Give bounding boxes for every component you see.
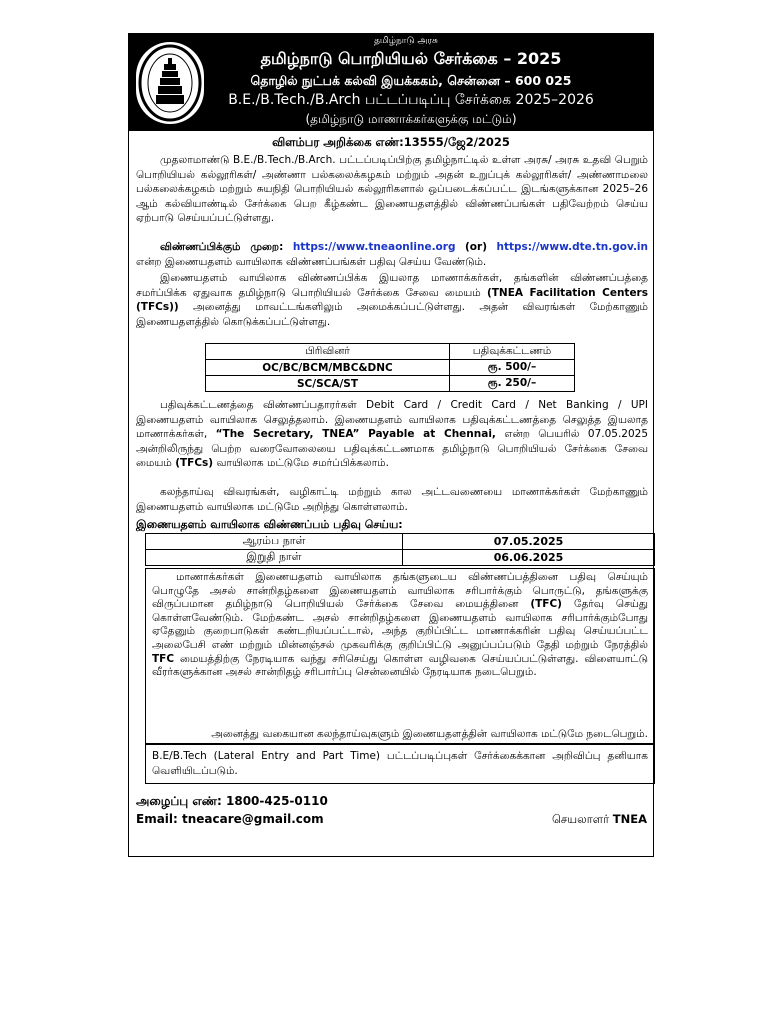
online-registration-title: இணையதளம் வாயிலாக விண்ணப்பம் பதிவு செய்ய:: [136, 518, 403, 531]
dte-link[interactable]: https://www.dte.tn.gov.in: [496, 241, 649, 253]
table-row: [206, 376, 575, 392]
payment-text-mid: என்ற பெயரில் 07.05.2025 அன்றிலிருந்து பெற்ற வரைவோலையை பதிவுக்கட்டணமாக தமிழ்நாடு பொறியியல் சேர்க்கை சேவை மையம்: [136, 428, 649, 469]
verification-text-pre: மாணாக்கர்கள் இணையதளம் வாயிலாக தங்களுடைய விண்ணப்பத்தினை பதிவு செய்யும் பொழுதே அசல் சான்றிதழ்களை இணையதளம் வாயிலாக சரிபார்க்கும் பொருட்டு, தங்களுக்கு விருப்பமான தமிழ்நாடு பொறியியல் சேர்க்கை சேவை மையத்தினை: [152, 571, 648, 611]
lateral-entry-text: B.E/B.Tech (Lateral Entry and Part Time) பட்டப்படிப்புகள் சேர்க்கைக்கான அறிவிப்பு தனியாக வெளியிடப்படும்.: [152, 750, 648, 777]
verification-box: [145, 568, 655, 744]
apply-method-label: விண்ணப்பிக்கும் முறை:: [160, 241, 284, 253]
payment-text-post: வாயிலாக மட்டுமே சமர்ப்பிக்கலாம்.: [216, 457, 389, 469]
fee-category-cell: SC/SCA/ST: [206, 376, 450, 392]
table-row: [206, 360, 575, 376]
signature-role: செயலாளர்: [551, 812, 610, 826]
lateral-entry-box: [145, 744, 655, 784]
fee-amount-cell: ரூ. 500/–: [450, 360, 575, 376]
verification-text-post: மையத்திற்கு நேரடியாக வந்து சரிசெய்து கொள்ள வழிவகை செய்யப்பட்டுள்ளது. விளையாட்டு வீரர்களுக்கான அசல் சான்றிதழ் சரிபார்ப்பு சென்னையில் நேரடியாக நடைபெறும்.: [152, 652, 648, 679]
verification-tfc: (TFC): [530, 598, 562, 611]
tfc-text-post: அனைத்து மாவட்டங்களிலும் அமைக்கப்பட்டுள்ளது. அதன் விவரங்கள் மேற்காணும் இணையதளத்தில் கொடுக்கப்பட்டுள்ளது.: [136, 301, 649, 328]
fee-table-header: [206, 344, 575, 360]
apply-method-line2: இணையதளம் வாயிலாக விண்ணப்பங்கள் பதிவு செய்ய வேண்டும்.: [164, 255, 487, 268]
start-date-label: ஆரம்ப நாள்: [146, 534, 403, 550]
end-date-label: இறுதி நாள்: [146, 550, 403, 566]
tfc-text-pre: இணையதளம் வாயிலாக விண்ணப்பிக்க இயலாத மாணாக்கர்கள், தங்களின் விண்ணப்பத்தை சமர்ப்பிக்க ஏதுவாக தமிழ்நாடு பொறியியல் சேர்க்கை சேவை மையம்: [136, 272, 648, 299]
page-title: தமிழ்நாடு பொறியியல் சேர்க்கை – 2025: [260, 49, 562, 68]
fee-header-category: பிரிவினர்: [206, 344, 450, 360]
fee-amount-cell: ரூ. 250/–: [450, 376, 575, 392]
start-date-value: 07.05.2025: [403, 534, 655, 550]
signature-block: [552, 812, 647, 828]
verification-paragraph: [152, 571, 648, 680]
payment-tfcs: (TFCs): [175, 457, 214, 469]
tfc-paragraph: [136, 271, 648, 329]
tneaonline-link[interactable]: https://www.tneaonline.org: [292, 241, 456, 253]
verification-tfc2: TFC: [152, 652, 175, 665]
contact-email: Email: tneacare@gmail.com: [136, 812, 324, 826]
fee-table: [205, 343, 575, 392]
signature-org: TNEA: [612, 812, 647, 826]
course-label: B.E./B.Tech./B.Arch பட்டப்படிப்பு சேர்க்கை 2025–2026: [228, 92, 594, 108]
intro-paragraph: [136, 153, 648, 226]
fee-category-cell: OC/BC/BCM/MBC&DNC: [206, 360, 450, 376]
or-label: (or): [465, 241, 487, 253]
payment-paragraph: [136, 398, 648, 471]
payment-payee: “The Secretary, TNEA” Payable at Chennai,: [215, 428, 496, 440]
counselling-text: கலந்தாய்வு விவரங்கள், வழிகாட்டி மற்றும் கால அட்டவணையை மாணாக்கர்கள் மேற்காணும் இணையதளம் வாயிலாக மட்டுமே அறிந்து கொள்ளலாம்.: [136, 486, 648, 513]
header-banner: [129, 34, 653, 131]
directorate-label: தொழில் நுட்பக் கல்வி இயக்ககம், சென்னை – 600 025: [250, 73, 572, 88]
all-online-text: அனைத்து வகையான கலந்தாய்வுகளும் இணையதளத்தின் வாயிலாக மட்டுமே நடைபெறும்.: [211, 728, 648, 740]
counselling-paragraph: [136, 485, 648, 514]
verification-text-mid: தேர்வு செய்து கொள்ளவேண்டும். மேற்கண்ட அசல் சான்றிதழ்களை இணையதளம் வாயிலாக சரிபார்க்கும்போது ஏதேனும் குறைபாடுகள் கண்டறியப்பட்டால், அந்த குறிப்பிட்ட மாணாக்கரின் பதிவு செய்யப்பட்ட அலைபேசி எண் மற்றும் மின்னஞ்சல் முகவரிக்கு குறிப்பிட்டு அனுப்பப்படும் தேதி மற்றும் நேரத்தில்: [152, 598, 648, 651]
government-label: தமிழ்நாடு அரசு: [374, 36, 438, 46]
payment-text-pre: பதிவுக்கட்டணத்தை விண்ணப்பதாரர்கள் Debit Card / Credit Card / Net Banking / UPI இணையதளம் வாயிலாக செலுத்தலாம். இணையதளம் வாயிலாக பதிவுக்கட்டணத்தை செலுத்த இயலாத மாணாக்கர்கள்,: [136, 399, 648, 440]
advertisement-number: விளம்பர அறிக்கை எண்:13555/ஜே2/2025: [272, 135, 510, 149]
end-date-value: 06.06.2025: [403, 550, 655, 566]
dates-table: [145, 533, 655, 566]
table-row: [146, 534, 655, 550]
helpline-number: அழைப்பு எண்: 1800-425-0110: [136, 794, 328, 808]
notice-page: [128, 33, 654, 857]
lateral-entry-note: [152, 749, 648, 778]
tfc-text-bold: (TNEA Facilitation Centers (TFCs)): [136, 286, 648, 313]
scope-label: (தமிழ்நாடு மாணாக்கர்களுக்கு மட்டும்): [305, 112, 517, 126]
all-online-note: [152, 727, 648, 742]
fee-header-amount: பதிவுக்கட்டணம்: [450, 344, 575, 360]
table-row: [146, 550, 655, 566]
apply-method-suffix: என்ற: [136, 255, 162, 268]
intro-text: முதலாமாண்டு B.E./B.Tech./B.Arch. பட்டப்படிப்பிற்கு தமிழ்நாட்டில் உள்ள அரசு/ அரசு உதவி பெறும் பொறியியல் கல்லூரிகள்/ அண்ணா பல்கலைக்கழகம் மற்றும் அதன் உறுப்புக் கல்லூரிகள்/ அண்ணாமலை பல்கலைக்கழகம் மற்றும் சுயநிதி பொறியியல் கல்லூரிகளால் ஒப்படைக்கப்பட்ட இடங்களுக்கான 2025–26 ஆம் கல்வியாண்டில் சேர்க்கை பெற கீழ்கண்ட இணையதளத்தில் விண்ணப்பங்கள் பதிவேற்றம் செய்ய ஏற்பாடு செய்யப்பட்டுள்ளது.: [136, 154, 648, 224]
apply-method-paragraph: [136, 240, 648, 269]
